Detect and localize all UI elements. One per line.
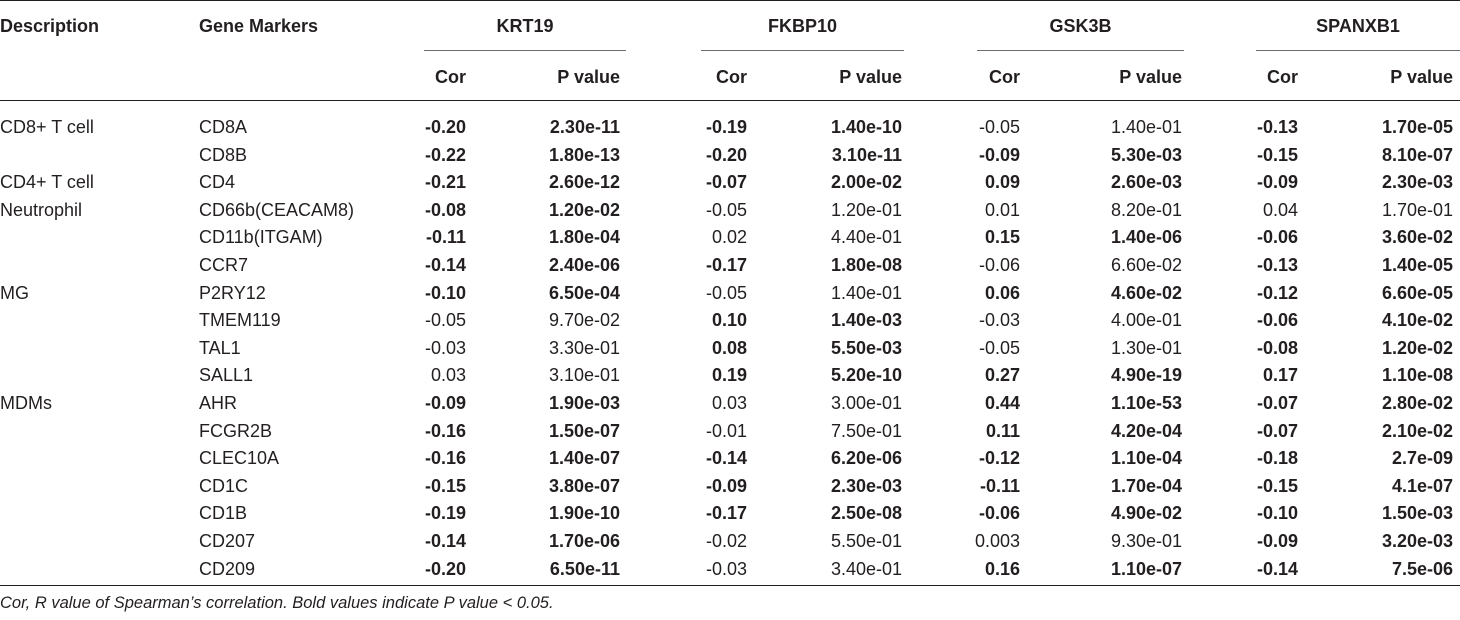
- top-rule: [0, 0, 1460, 1]
- pvalue-value: 1.20e-01: [830, 200, 902, 220]
- cor-value: 0.01: [984, 200, 1020, 220]
- cor-value: -0.16: [424, 421, 466, 441]
- category-label: MDMs: [0, 393, 52, 413]
- group-header-gsk3b: GSK3B: [1049, 16, 1112, 36]
- gene-marker: CCR7: [199, 255, 249, 275]
- pvalue-value: 8.20e-01: [1110, 200, 1182, 220]
- cor-value: -0.05: [978, 338, 1020, 358]
- cor-value: 0.03: [430, 365, 466, 385]
- pvalue-value: 2.40e-06: [548, 255, 620, 275]
- cor-value: -0.12: [978, 448, 1020, 468]
- pvalue-value: 3.60e-02: [1381, 227, 1453, 247]
- pvalue-value: 2.10e-02: [1381, 421, 1453, 441]
- pvalue-value: 1.40e-10: [830, 117, 902, 137]
- cor-value: 0.003: [974, 531, 1020, 551]
- pvalue-value: 1.80e-13: [548, 145, 620, 165]
- category-label: CD4+ T cell: [0, 172, 94, 192]
- cor-value: -0.20: [424, 559, 466, 579]
- pvalue-value: 1.80e-04: [548, 227, 620, 247]
- pvalue-value: 1.10e-04: [1110, 448, 1182, 468]
- pvalue-value: 6.50e-04: [548, 283, 620, 303]
- cor-value: -0.20: [705, 145, 747, 165]
- pvalue-value: 2.00e-02: [830, 172, 902, 192]
- pvalue-value: 1.40e-06: [1110, 227, 1182, 247]
- cor-value: -0.03: [705, 559, 747, 579]
- pvalue-value: 3.20e-03: [1381, 531, 1453, 551]
- pvalue-value: 4.10e-02: [1381, 310, 1453, 330]
- gene-marker: CD207: [199, 531, 256, 551]
- cor-value: 0.16: [984, 559, 1020, 579]
- cor-value: -0.14: [424, 531, 466, 551]
- pvalue-value: 8.10e-07: [1381, 145, 1453, 165]
- cor-value: -0.05: [424, 310, 466, 330]
- pvalue-value: 3.40e-01: [830, 559, 902, 579]
- pvalue-value: 1.10e-08: [1381, 365, 1453, 385]
- category-label: CD8+ T cell: [0, 117, 94, 137]
- cor-value: -0.06: [978, 255, 1020, 275]
- header-bottom-rule: [0, 100, 1460, 101]
- pvalue-value: 4.00e-01: [1110, 310, 1182, 330]
- group-header-spanxb1: SPANXB1: [1316, 16, 1400, 36]
- gene-marker: CD4: [199, 172, 236, 192]
- cor-value: -0.12: [1256, 283, 1298, 303]
- pvalue-value: 1.30e-01: [1110, 338, 1182, 358]
- pvalue-value: 1.40e-01: [1110, 117, 1182, 137]
- pvalue-value: 3.80e-07: [548, 476, 620, 496]
- pvalue-value: 1.50e-07: [548, 421, 620, 441]
- description-header: Description: [0, 16, 100, 36]
- pvalue-value: 5.30e-03: [1110, 145, 1182, 165]
- cor-header: Cor: [716, 67, 747, 87]
- cor-value: -0.20: [424, 117, 466, 137]
- cor-value: 0.15: [984, 227, 1020, 247]
- cor-value: -0.09: [424, 393, 466, 413]
- gene-marker: CD1B: [199, 503, 248, 523]
- gene-marker: TMEM119: [199, 310, 281, 330]
- category-label: MG: [0, 283, 29, 303]
- cor-value: -0.16: [424, 448, 466, 468]
- cor-value: -0.22: [424, 145, 466, 165]
- cor-value: -0.08: [1256, 338, 1298, 358]
- table-bottom-rule: [0, 585, 1460, 586]
- cor-value: -0.10: [424, 283, 466, 303]
- pvalue-value: 7.5e-06: [1391, 559, 1453, 579]
- pvalue-value: 3.10e-11: [831, 145, 902, 165]
- gene-marker: AHR: [199, 393, 238, 413]
- cor-value: 0.17: [1262, 365, 1298, 385]
- gene-markers-header: Gene Markers: [199, 16, 319, 36]
- pvalue-value: 1.40e-07: [548, 448, 620, 468]
- pvalue-value: 1.50e-03: [1381, 503, 1453, 523]
- cor-value: -0.09: [705, 476, 747, 496]
- group-subrule: [701, 50, 904, 51]
- cor-value: -0.15: [424, 476, 466, 496]
- cor-value: -0.08: [424, 200, 466, 220]
- cor-value: -0.01: [705, 421, 747, 441]
- group-header-krt19: KRT19: [496, 16, 554, 36]
- pvalue-value: 3.30e-01: [548, 338, 620, 358]
- cor-value: -0.09: [1256, 172, 1298, 192]
- pvalue-value: 9.30e-01: [1110, 531, 1182, 551]
- group-subrule: [424, 50, 626, 51]
- cor-value: 0.44: [984, 393, 1020, 413]
- cor-value: -0.15: [1256, 476, 1298, 496]
- pvalue-value: 3.10e-01: [548, 365, 620, 385]
- gene-marker: P2RY12: [199, 283, 266, 303]
- group-header-fkbp10: FKBP10: [767, 16, 838, 36]
- cor-header: Cor: [435, 67, 466, 87]
- pvalue-value: 5.50e-01: [830, 531, 902, 551]
- pvalue-value: 2.60e-12: [548, 172, 620, 192]
- cor-value: -0.02: [705, 531, 747, 551]
- pvalue-value: 4.20e-04: [1110, 421, 1182, 441]
- pvalue-value: 1.70e-04: [1110, 476, 1182, 496]
- cor-value: -0.05: [978, 117, 1020, 137]
- pvalue-value: 1.20e-02: [548, 200, 620, 220]
- cor-value: 0.10: [711, 310, 747, 330]
- pvalue-value: 1.40e-05: [1381, 255, 1453, 275]
- cor-value: 0.02: [711, 227, 747, 247]
- cor-value: 0.06: [984, 283, 1020, 303]
- cor-value: -0.11: [979, 476, 1020, 496]
- cor-value: -0.15: [1256, 145, 1298, 165]
- pvalue-value: 1.90e-03: [548, 393, 620, 413]
- pvalue-value: 1.40e-01: [830, 283, 902, 303]
- pvalue-value: 1.80e-08: [830, 255, 902, 275]
- pvalue-value: 1.70e-06: [548, 531, 620, 551]
- cor-value: -0.09: [978, 145, 1020, 165]
- gene-marker: CD209: [199, 559, 256, 579]
- group-subrule: [977, 50, 1184, 51]
- pvalue-header: P value: [1119, 67, 1182, 87]
- pvalue-value: 2.30e-03: [1381, 172, 1453, 192]
- cor-value: -0.05: [705, 200, 747, 220]
- pvalue-value: 2.60e-03: [1110, 172, 1182, 192]
- pvalue-value: 1.20e-02: [1381, 338, 1453, 358]
- cor-value: -0.06: [978, 503, 1020, 523]
- pvalue-value: 5.50e-03: [830, 338, 902, 358]
- cor-header: Cor: [1267, 67, 1298, 87]
- gene-marker: TAL1: [199, 338, 241, 358]
- gene-marker: CD11b(ITGAM): [199, 227, 323, 247]
- cor-value: -0.14: [705, 448, 747, 468]
- pvalue-value: 2.30e-03: [830, 476, 902, 496]
- cor-value: -0.19: [424, 503, 466, 523]
- cor-value: -0.17: [705, 503, 747, 523]
- gene-marker: CD66b(CEACAM8): [199, 200, 355, 220]
- group-subrule: [1256, 50, 1460, 51]
- category-label: Neutrophil: [0, 200, 83, 220]
- gene-marker: SALL1: [199, 365, 254, 385]
- cor-value: -0.11: [425, 227, 466, 247]
- pvalue-value: 9.70e-02: [548, 310, 620, 330]
- gene-marker: CLEC10A: [199, 448, 280, 468]
- cor-value: 0.08: [711, 338, 747, 358]
- cor-value: -0.06: [1256, 310, 1298, 330]
- cor-value: 0.03: [711, 393, 747, 413]
- cor-value: -0.14: [1256, 559, 1298, 579]
- pvalue-value: 2.7e-09: [1391, 448, 1453, 468]
- cor-value: -0.18: [1256, 448, 1298, 468]
- pvalue-value: 6.50e-11: [549, 559, 620, 579]
- pvalue-value: 1.70e-01: [1381, 200, 1453, 220]
- pvalue-value: 4.40e-01: [830, 227, 902, 247]
- pvalue-header: P value: [557, 67, 620, 87]
- cor-value: 0.11: [985, 421, 1020, 441]
- cor-value: -0.13: [1256, 117, 1298, 137]
- cor-value: -0.14: [424, 255, 466, 275]
- gene-marker: CD1C: [199, 476, 249, 496]
- pvalue-value: 1.40e-03: [830, 310, 902, 330]
- pvalue-value: 2.50e-08: [830, 503, 902, 523]
- cor-value: -0.17: [705, 255, 747, 275]
- pvalue-value: 6.20e-06: [830, 448, 902, 468]
- cor-value: 0.19: [711, 365, 747, 385]
- cor-value: -0.19: [705, 117, 747, 137]
- footnote: Cor, R value of Spearman’s correlation. Bold values indicate P value < 0.05.: [0, 594, 554, 612]
- pvalue-value: 6.60e-02: [1110, 255, 1182, 275]
- cor-value: 0.04: [1262, 200, 1298, 220]
- cor-value: 0.27: [984, 365, 1020, 385]
- pvalue-value: 4.60e-02: [1110, 283, 1182, 303]
- pvalue-value: 5.20e-10: [830, 365, 902, 385]
- gene-marker: FCGR2B: [199, 421, 273, 441]
- pvalue-value: 4.90e-02: [1110, 503, 1182, 523]
- cor-value: -0.21: [424, 172, 466, 192]
- gene-marker: CD8B: [199, 145, 248, 165]
- pvalue-value: 6.60e-05: [1381, 283, 1453, 303]
- pvalue-value: 1.10e-53: [1110, 393, 1182, 413]
- cor-value: -0.07: [1256, 393, 1298, 413]
- pvalue-value: 4.1e-07: [1391, 476, 1453, 496]
- pvalue-value: 1.90e-10: [548, 503, 620, 523]
- cor-value: -0.03: [424, 338, 466, 358]
- cor-value: -0.03: [978, 310, 1020, 330]
- cor-value: -0.05: [705, 283, 747, 303]
- cor-value: -0.06: [1256, 227, 1298, 247]
- cor-header: Cor: [989, 67, 1020, 87]
- pvalue-value: 1.70e-05: [1381, 117, 1453, 137]
- pvalue-value: 1.10e-07: [1110, 559, 1182, 579]
- cor-value: -0.13: [1256, 255, 1298, 275]
- pvalue-value: 4.90e-19: [1110, 365, 1182, 385]
- cor-value: 0.09: [984, 172, 1020, 192]
- pvalue-value: 2.30e-11: [549, 117, 620, 137]
- cor-value: -0.07: [1256, 421, 1298, 441]
- cor-value: -0.07: [705, 172, 747, 192]
- pvalue-value: 3.00e-01: [830, 393, 902, 413]
- gene-marker: CD8A: [199, 117, 248, 137]
- pvalue-header: P value: [1390, 67, 1453, 87]
- cor-value: -0.10: [1256, 503, 1298, 523]
- cor-value: -0.09: [1256, 531, 1298, 551]
- pvalue-value: 7.50e-01: [830, 421, 902, 441]
- pvalue-value: 2.80e-02: [1381, 393, 1453, 413]
- pvalue-header: P value: [839, 67, 902, 87]
